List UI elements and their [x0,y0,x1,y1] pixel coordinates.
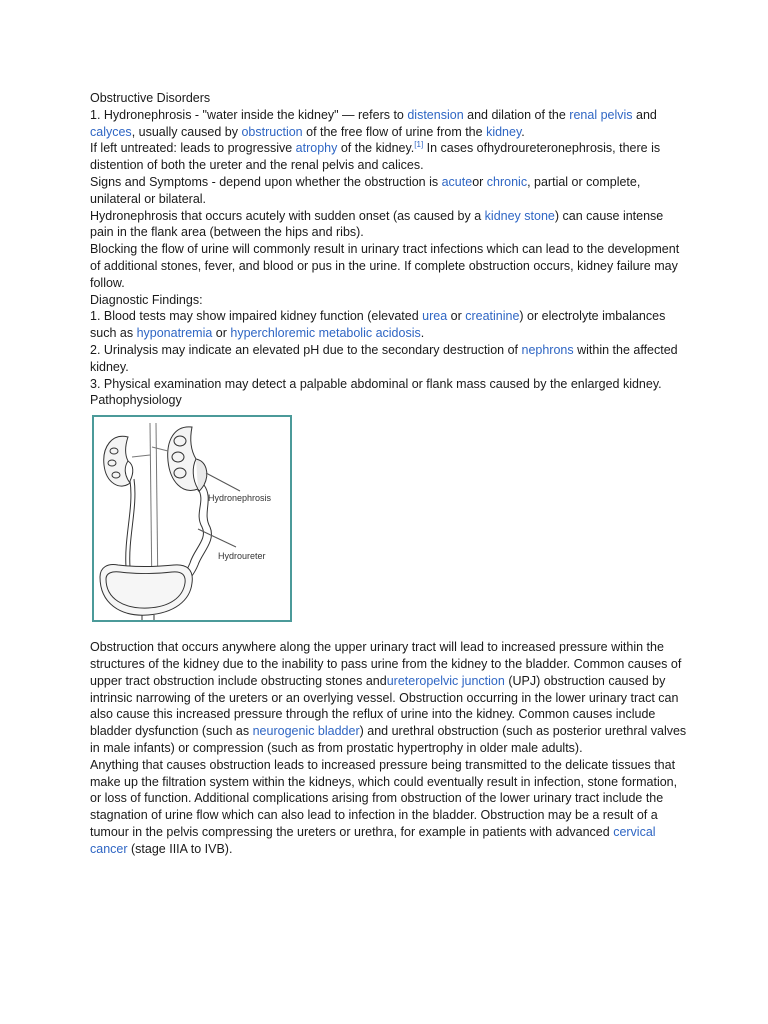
hydronephrosis-illustration [94,417,290,620]
paragraph-diagnostic-heading: Diagnostic Findings: [90,292,203,307]
link-renal-pelvis[interactable]: renal pelvis [569,107,633,122]
link-metabolic-acidosis[interactable]: hyperchloremic metabolic acidosis [230,326,421,341]
paragraph-hydronephrosis: 1. Hydronephrosis - "water inside the kidney" — refers to distension and dilation of the renal pelvis and calyces, usually caused by obstruction of the free flow of urine from the kidney. [90,107,657,139]
paragraph-blocking: Blocking the flow of urine will commonly result in urinary tract infections which can lead to the development of additional stones, fever, and blood or pus in the urine. If complete obstruction occurs, kidney failure may follow. [90,242,680,290]
pointer-hydroureter [198,529,236,547]
link-ureteropelvic-junction[interactable]: ureteropelvic junction [386,673,505,688]
paragraph-physical-exam: 3. Physical examination may detect a palpable abdominal or flank mass caused by the enlarged kidney. [90,376,662,391]
kidney-diagram [92,415,292,622]
paragraph-urinalysis: 2. Urinalysis may indicate an elevated pH due to the secondary destruction of nephrons within the affected kidney. [90,342,678,374]
citation-link[interactable]: [1] [414,140,424,150]
section-heading: Obstructive Disorders [90,91,211,105]
label-hydroureter: Hydroureter [218,551,266,562]
link-neurogenic-bladder[interactable]: neurogenic bladder [252,724,360,739]
link-chronic[interactable]: chronic [486,174,528,189]
link-calyces[interactable]: calyces [90,124,132,139]
paragraph-complications: Anything that causes obstruction leads to increased pressure being transmitted to the delicate tissues that make up the filtration system within the kidneys, which could eventually result in infection, stone formation, or loss of function. Additional complications arising from obstruction of the lower urinary tract include the stagnation of urine flow which can also lead to infection in the bladder. Obstruction may be a result of a tumour in the pelvis compressing the ureters or urethra, for example in patients with advanced cervical cancer (stage IIIA to IVB). [90,757,678,856]
paragraph-signs: Signs and Symptoms - depend upon whether the obstruction is acuteor chronic, partial or complete, unilateral or bilateral. [90,174,641,206]
link-hyponatremia[interactable]: hyponatremia [136,326,213,341]
paragraph-untreated: If left untreated: leads to progressive atrophy of the kidney.[1] In cases ofhydroureteronephrosis, there is distention of both the ureter and the renal pelvis and calices. [90,140,661,173]
pathophysiology-heading: Pathophysiology [90,393,182,408]
paragraph-acute-onset: Hydronephrosis that occurs acutely with sudden onset (as caused by a kidney stone) can cause intense pain in the flank area (between the hips and ribs). [90,208,664,240]
link-kidney[interactable]: kidney [486,124,522,139]
label-hydronephrosis: Hydronephrosis [208,493,272,504]
paragraph-upper-tract: Obstruction that occurs anywhere along the upper urinary tract will lead to increased pressure within the structures of the kidney due to the inability to pass urine from the kidney to the bladder. Common causes of upper tract obstruction include obstructing stones andureteropelvic junction (UPJ) obstruction caused by intrinsic narrowing of the ureters or an overlying vessel. Obstruction occurring in the lower urinary tract can also cause this increased pressure through the reflux of urine into the kidney. Common causes include bladder dysfunction (such as neurogenic bladder) and urethral obstruction (such as posterior urethral valves in male infants) or compression (such as from prostatic hypertrophy in older male adults). [90,640,687,755]
link-nephrons[interactable]: nephrons [521,342,574,357]
link-kidney-stone[interactable]: kidney stone [484,208,555,223]
document-body [90,90,690,858]
link-acute[interactable]: acute [441,174,473,189]
link-obstruction[interactable]: obstruction [241,124,303,139]
link-creatinine[interactable]: creatinine [465,309,520,324]
link-cervical-cancer[interactable]: cervical cancer [90,824,656,856]
link-atrophy[interactable]: atrophy [295,141,338,156]
link-distension[interactable]: distension [407,107,464,122]
paragraph-blood-tests: 1. Blood tests may show impaired kidney function (elevated urea or creatinine) or electrolyte imbalances such as hyponatremia or hyperchloremic metabolic acidosis. [90,309,666,341]
pointer-hydronephrosis [206,473,240,491]
link-urea[interactable]: urea [422,309,448,324]
left-kidney [104,436,130,486]
